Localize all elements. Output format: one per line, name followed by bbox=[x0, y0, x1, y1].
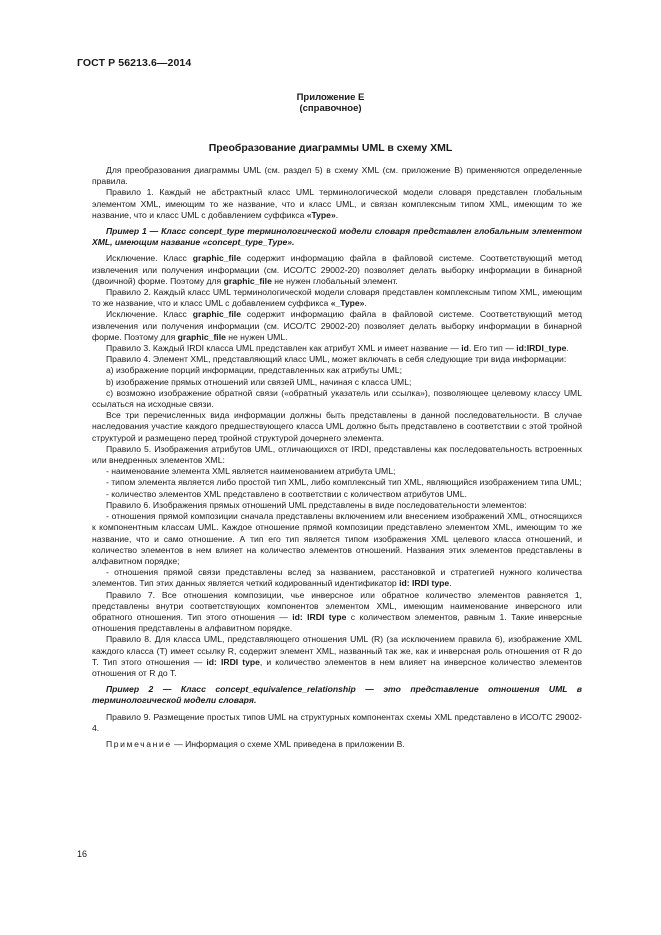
paragraph bbox=[92, 634, 582, 679]
text-run: Правило 8. Для класса UML, представляющего отношения UML (R) (за исключением правила 6), изображение XML каждого класса (T) имеет ссылку R, содержит элемент XML, названный так же, как и инверсная роль отношения от R до T. Тип этого отношения — bbox=[92, 634, 582, 667]
example-2: Пример 2 — Класс concept_equivalence_relationship — это представление отношения UML в терминологической модели словаря. bbox=[92, 684, 582, 706]
note-text: — Информация о схеме XML приведена в приложении В. bbox=[171, 738, 405, 749]
paragraph bbox=[92, 309, 582, 343]
note-label: Примечание bbox=[106, 738, 172, 749]
appendix-title: Приложение Е bbox=[296, 92, 365, 103]
section-title: Преобразование диаграммы UML в схему XML bbox=[208, 142, 453, 154]
text-run: . bbox=[335, 209, 339, 220]
bold-term: graphic_file bbox=[192, 253, 241, 264]
text-run: с количеством элементов, равным 1. Такие инверсные отношения представлены в алфавитном порядке. bbox=[92, 611, 583, 634]
text-run: . bbox=[449, 578, 452, 589]
paragraph bbox=[92, 287, 582, 309]
text-run: . bbox=[566, 343, 569, 354]
appendix-subtitle: (справочное) bbox=[299, 103, 362, 114]
bold-term: id: IRDI type bbox=[399, 578, 450, 589]
bold-term: id: IRDI type bbox=[206, 656, 260, 667]
list-item: b) изображение прямых отношений или связей UML, начиная с класса UML; bbox=[106, 376, 412, 387]
paragraph: Правило 5. Изображения атрибутов UML, отличающихся от IRDI, представлены как последовательность встроенных или внедренных элементов XML: bbox=[92, 443, 582, 466]
text-run: содержит информацию файла в файловой системе. Соответствующий метод извлечения или получения информации (см. ИСО/ТС 29002-20) позволяет делать выборку информации в бинарной (двоичной) форме. Поэтому для bbox=[92, 253, 582, 286]
paragraph bbox=[92, 253, 582, 287]
page-number: 16 bbox=[77, 849, 88, 859]
paragraph: Правило 9. Размещение простых типов UML на структурных компонентах схемы XML представлено в ИСО/ТС 29002-4. bbox=[92, 711, 582, 733]
example-1: Пример 1 — Класс concept_type терминологической модели словаря представлен глобальным элементом XML, имеющим название «concept_type_Type». bbox=[92, 226, 582, 248]
bold-term: graphic_file bbox=[177, 331, 226, 342]
text-run: не нужен UML. bbox=[225, 331, 288, 342]
text-run: Исключение. Класс bbox=[106, 309, 193, 320]
text-run: - отношения прямой связи представлены вслед за названием, расстановкой и стратегией нужного количества элементов. Тип этих данных является четкий кодированный идентификатор bbox=[92, 567, 582, 589]
list-item: - наименование элемента XML является наименованием атрибута UML; bbox=[106, 466, 396, 477]
text-run: Правило 2. Каждый класс UML терминологической модели словаря представлен комплексным типом XML, имеющим то же название, что и класс UML с добавлением суффикса bbox=[92, 287, 582, 309]
list-item: - типом элемента является либо простой тип XML, либо комплексный тип XML, являющийся изображением типа UML; bbox=[106, 477, 582, 488]
paragraph bbox=[92, 590, 582, 635]
appendix-heading bbox=[0, 92, 661, 114]
list-item: - отношения прямой композиции сначала представлены включением или внесением изображений XML, относящихся к компонентным классам UML. Каждое отношение прямой композиции представлено элементом XML, имеющим то же название, что и само отношение. А тип его тип является типом изображения XML целевого класса отношений, и количество элементов в нем влияет на количество элементов отношений. Названия этих элементов представлены в алфавитном порядке; bbox=[92, 511, 582, 566]
bold-term: «Type» bbox=[306, 209, 336, 220]
bold-term: graphic_file bbox=[223, 275, 272, 286]
text-run: . bbox=[364, 298, 367, 309]
list-item: a) изображение порций информации, представленных как атрибуты UML; bbox=[106, 365, 402, 376]
paragraph bbox=[92, 343, 582, 354]
list-item bbox=[92, 567, 582, 589]
bold-term: graphic_file bbox=[192, 309, 241, 320]
standard-header: ГОСТ Р 56213.6—2014 bbox=[77, 57, 192, 69]
document-body bbox=[92, 165, 582, 750]
note bbox=[92, 739, 582, 750]
paragraph: Для преобразования диаграммы UML (см. раздел 5) в схему XML (см. приложение В) применяются определенные правила. bbox=[92, 165, 582, 187]
bold-term: id:IRDI_type bbox=[516, 343, 567, 354]
bold-term: «_Type» bbox=[330, 298, 365, 309]
text-run: Правило 7. Все отношения композиции, чье инверсное или обратное количество элементов равняется 1, представлены внутри соответствующих компонентов элементом XML, имеющим наименование инверсного или обратного отношения. Тип этого отношения — bbox=[92, 589, 582, 622]
text-run: не нужен глобальный элемент. bbox=[271, 275, 398, 286]
paragraph: Правило 4. Элемент XML, представляющий класс UML, может включать в себя следующие три вида информации: bbox=[106, 354, 567, 365]
paragraph: Все три перечисленных вида информации должны быть представлены в данной последовательности. В случае наследования участие каждого предшествующего класса UML должно быть представлено в соответствии с этой тройной структурой и размещено перед тройной структурой дочернего элемента. bbox=[92, 410, 582, 443]
bold-term: id: IRDI type bbox=[292, 611, 347, 622]
text-run: Правило 1. Каждый не абстрактный класс UML терминологической модели словаря представлен глобальным элементом XML, имеющим то же название, что и класс UML, и связан комплексным типом XML, имеющим то же название, что и класс UML с добавлением суффикса bbox=[92, 187, 582, 220]
paragraph bbox=[92, 187, 582, 221]
text-run: . Его тип — bbox=[468, 343, 517, 354]
text-run: Правило 3. Каждый IRDI класса UML представлен как атрибут XML и имеет название — bbox=[106, 343, 462, 354]
paragraph: Правило 6. Изображения прямых отношений UML представлены в виде последовательности элементов: bbox=[106, 499, 527, 510]
text-run: содержит информацию файла в файловой системе. Соответствующий метод извлечения или получения информации (см. ИСО/ТС 29002-20) позволяет делать выборку информации в бинарной форме. Поэтому для bbox=[92, 309, 582, 342]
list-item: c) возможно изображение обратной связи («обратный указатель или ссылка»), позволяющее целевому классу UML ссылаться на исходные связи. bbox=[92, 387, 582, 410]
bold-term: id bbox=[461, 343, 469, 354]
text-run: Исключение. Класс bbox=[106, 253, 193, 264]
list-item: - количество элементов XML представлено в соответствии с количеством атрибутов UML. bbox=[106, 488, 467, 499]
text-run: , и количество элементов в нем влияет на инверсное количество элементов отношения от R до T. bbox=[92, 656, 582, 678]
